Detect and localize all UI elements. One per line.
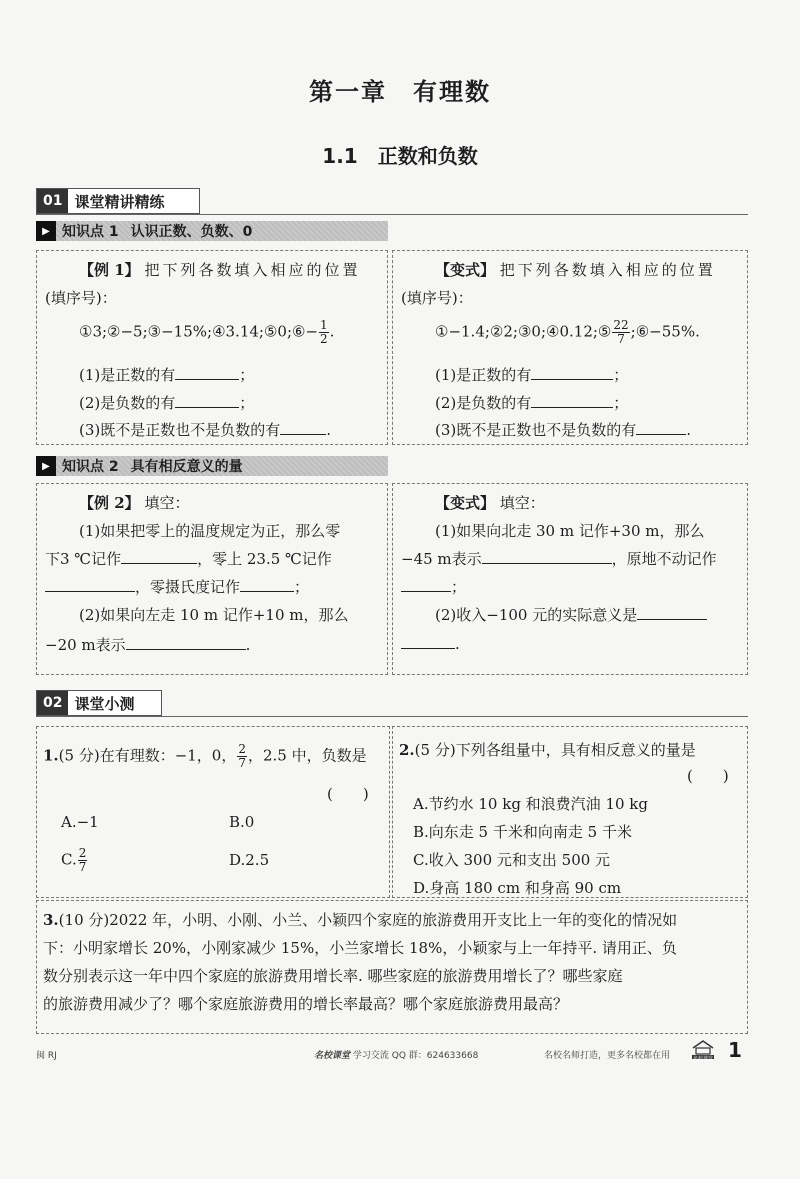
answer-blank[interactable] (280, 420, 326, 435)
page-number: 1 (728, 1038, 742, 1062)
question-1-option-b[interactable]: B.0 (229, 813, 255, 831)
variant-1-items: ①−1.4;②2;③0;④0.12;⑤ $\frac{22}{7}$ ;⑥−55%. (435, 318, 700, 346)
kp1-tag: 知识点 1 (62, 224, 119, 240)
variant-2-line5: . (401, 634, 460, 653)
play-triangle-icon: ▶ (36, 456, 56, 476)
footer-center (314, 1048, 478, 1061)
example-1-items: ①3;②−5;③−15%;④3.14;⑤0;⑥− $\frac{1}{2}$ . (79, 318, 335, 346)
example-2-head: 【例 2】 (79, 494, 140, 512)
fraction: $\frac{1}{2}$ (320, 318, 328, 346)
variant-2-line1: (1)如果向北走 30 m 记作+30 m，那么 (435, 522, 705, 540)
example-1-q1: (1)是正数的有 ； (79, 366, 255, 384)
answer-blank[interactable] (126, 635, 246, 650)
kp2-title: 具有相反意义的量 (130, 459, 243, 475)
answer-blank[interactable] (175, 365, 239, 380)
footer-qq: 学习交流 QQ 群：624633668 (352, 1051, 479, 1061)
question-1-option-a[interactable]: A.−1 (61, 813, 99, 831)
question-2-text: 2.(5 分)下列各组量中，具有相反意义的量是 (399, 741, 696, 759)
fraction: $\frac{2}{7}$ (238, 742, 246, 770)
example-1-head: 【例 1】 (79, 261, 140, 279)
part2-number: 02 (37, 691, 68, 715)
example-2-box (36, 483, 388, 675)
answer-blank[interactable] (45, 577, 135, 592)
question-3-line-3: 数分别表示这一年中四个家庭的旅游费用增长率. 哪些家庭的旅游费用增长了？哪些家庭 (43, 967, 623, 985)
variant-1-prompt: 把下列各数填入相应的位置 (499, 261, 716, 279)
question-2-option-c[interactable]: C.收入 300 元和支出 500 元 (413, 851, 611, 869)
part2-label: 课堂小测 (74, 694, 135, 713)
knowledge-point-1-bar (36, 221, 388, 241)
variant-1-q3: (3)既不是正数也不是负数的有 . (435, 421, 692, 439)
part1-banner (36, 188, 200, 214)
example-1-prompt: 把下列各数填入相应的位置 (144, 261, 361, 279)
play-triangle-icon: ▶ (36, 221, 56, 241)
fraction: $\frac{2}{7}$ (78, 846, 87, 874)
answer-blank[interactable] (175, 393, 239, 408)
example-2-prompt: 填空： (144, 494, 190, 512)
answer-blank[interactable] (401, 634, 455, 649)
question-1-answer-paren[interactable]: ( ) (327, 785, 369, 803)
question-1-text: 1.(5 分)在有理数：−1，0， $\frac{2}{7}$ ，2.5 中，负数是 (43, 742, 367, 770)
question-1-option-c[interactable]: C. $\frac{2}{7}$ (61, 846, 87, 874)
variant-1-head: 【变式】 (435, 261, 496, 279)
variant-1-prompt2: (填序号)： (401, 289, 473, 307)
kp1-title: 认识正数、负数、0 (130, 224, 253, 240)
question-3-line-1: 3.(10 分)2022 年，小明、小刚、小兰、小颖四个家庭的旅游费用开支比上一年的变化的情况如 (43, 911, 678, 929)
question-2-option-a[interactable]: A.节约水 10 kg 和浪费汽油 10 kg (413, 795, 648, 813)
example-1-q3: (3)既不是正数也不是负数的有 . (79, 421, 332, 439)
example-2-line4: (2)如果向左走 10 m 记作+10 m，那么 (79, 606, 349, 624)
answer-blank[interactable] (121, 549, 197, 564)
variant-2-prompt: 填空： (499, 494, 545, 512)
answer-blank[interactable] (531, 365, 613, 380)
brand-logo-icon: 名校课堂 (690, 1038, 716, 1060)
example-1-prompt2: (填序号)： (45, 289, 117, 307)
example-2-line1: (1)如果把零上的温度规定为正，那么零 (79, 522, 341, 540)
example-1-q2: (2)是负数的有 ； (79, 394, 255, 412)
question-1-option-d[interactable]: D.2.5 (229, 851, 270, 869)
variant-2-line4: (2)收入−100 元的实际意义是 (435, 604, 707, 625)
example-1-box (36, 250, 388, 445)
part1-label: 课堂精讲精练 (74, 192, 165, 211)
fraction: $\frac{22}{7}$ (613, 318, 629, 346)
variant-1-box (392, 250, 748, 445)
part2-banner (36, 690, 162, 716)
example-2-line5: −20 m表示 . (45, 636, 251, 654)
answer-blank[interactable] (636, 420, 686, 435)
variant-1-q1: (1)是正数的有 ； (435, 366, 629, 384)
answer-blank[interactable] (531, 393, 613, 408)
footer-edition: 闽 RJ (36, 1051, 57, 1061)
example-2-line2: 下3 ℃记作 ，零上 23.5 ℃记作 (45, 550, 332, 568)
kp2-tag: 知识点 2 (62, 459, 119, 475)
variant-2-line3: ； (401, 576, 466, 597)
question-2-option-d[interactable]: D.身高 180 cm 和身高 90 cm (413, 879, 622, 897)
question-3-box (36, 900, 748, 1034)
section-title: 1.1 正数和负数 (322, 144, 478, 168)
answer-blank[interactable] (240, 577, 294, 592)
question-2-option-b[interactable]: B.向东走 5 千米和向南走 5 千米 (413, 823, 632, 841)
answer-blank[interactable] (482, 549, 612, 564)
variant-2-head: 【变式】 (435, 494, 496, 512)
divider (36, 214, 748, 215)
answer-blank[interactable] (637, 605, 707, 620)
question-2-answer-paren[interactable]: ( ) (687, 767, 729, 785)
variant-2-box (392, 483, 748, 675)
divider (36, 716, 748, 717)
question-2-box (392, 726, 748, 898)
footer-brand: 名校课堂 (314, 1051, 351, 1061)
example-2-line3: ，零摄氏度记作 ； (45, 576, 309, 597)
variant-1-q2: (2)是负数的有 ； (435, 394, 629, 412)
variant-2-line2: −45 m表示 ，原地不动记作 (401, 550, 717, 568)
knowledge-point-2-bar (36, 456, 388, 476)
part1-number: 01 (37, 189, 68, 213)
answer-blank[interactable] (401, 577, 451, 592)
question-1-box (36, 726, 390, 898)
chapter-title: 第一章 有理数 (309, 78, 491, 106)
question-3-line-2: 下：小明家增长 20%，小刚家减少 15%，小兰家增长 18%，小颖家与上一年持平. 请用正、负 (43, 939, 677, 957)
footer-slogan: 名校名师打造，更多名校都在用 (544, 1051, 671, 1061)
question-3-line-4: 的旅游费用减少了？哪个家庭旅游费用的增长率最高？哪个家庭旅游费用最高？ (43, 995, 569, 1013)
